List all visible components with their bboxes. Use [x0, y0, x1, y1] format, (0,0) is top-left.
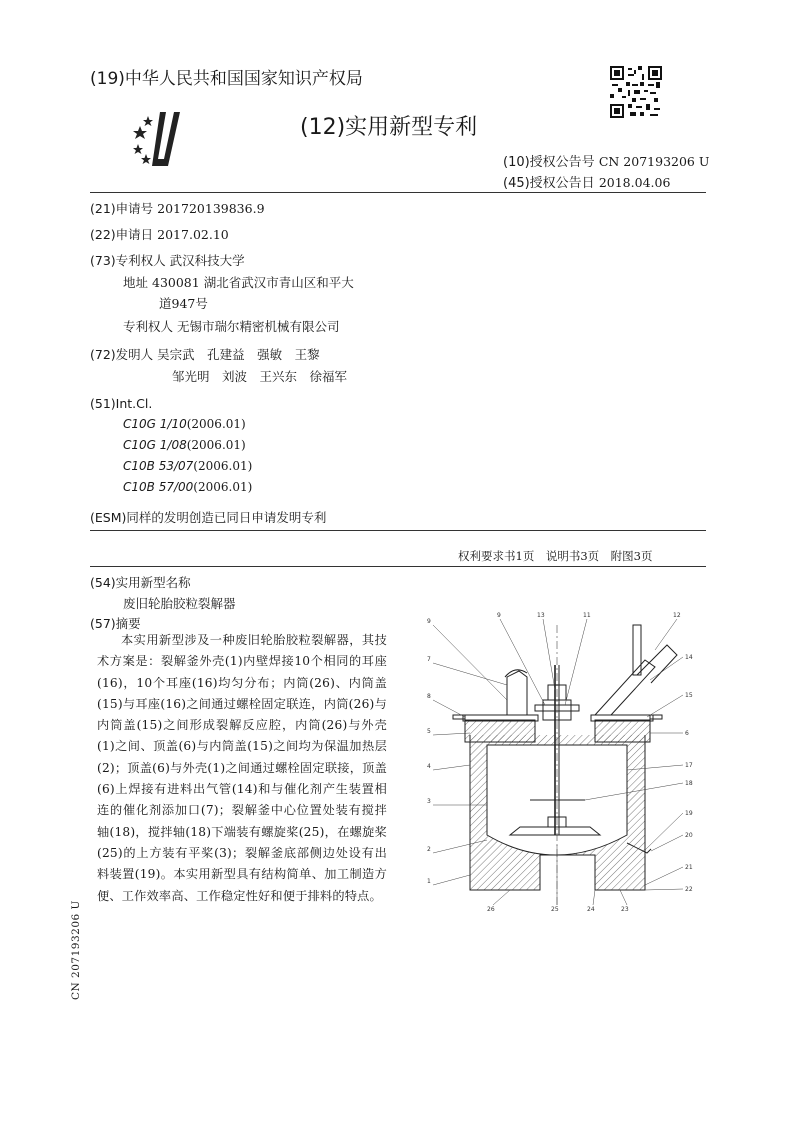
- figure-label: 2: [427, 846, 431, 853]
- address-row: [123, 273, 354, 291]
- figure-label: 21: [685, 864, 693, 871]
- header-divider: [90, 192, 706, 193]
- application-date: 2017.02.10: [157, 227, 229, 242]
- patentee-row: [90, 251, 245, 269]
- utility-model-title: 废旧轮胎胶粒裂解器: [123, 596, 236, 611]
- address-label: 地址: [123, 275, 149, 290]
- pub-number: CN 207193206 U: [598, 154, 710, 169]
- figure-label: 14: [685, 654, 693, 661]
- title-label: (54)实用新型名称: [90, 575, 191, 590]
- figure-label: 17: [685, 762, 693, 769]
- patent-type: (12)实用新型专利: [300, 115, 478, 140]
- figure-label: 23: [621, 906, 629, 913]
- application-number: 201720139836.9: [157, 201, 265, 216]
- pages-divider: [90, 566, 706, 567]
- figure-label: 12: [673, 612, 681, 619]
- qr-code-icon: [610, 66, 662, 118]
- patentee2-label: 专利权人: [123, 319, 174, 334]
- patentee2: 无锡市瑞尔精密机械有限公司: [177, 319, 340, 334]
- figure-label: 20: [685, 832, 693, 839]
- figure-label: 1: [427, 878, 431, 885]
- patentee2-row: [123, 317, 340, 335]
- figure-label: 5: [427, 728, 431, 735]
- int-cl-label: (51)Int.Cl.: [90, 396, 153, 411]
- ipc-entry: C10B 53/07(2006.01): [123, 459, 253, 473]
- esm-note: (ESM)同样的发明创造已同日申请发明专利: [90, 510, 327, 525]
- pub-number-row: [503, 151, 709, 170]
- application-date-row: [90, 225, 229, 243]
- figure-label: 15: [685, 692, 693, 699]
- abstract-text: 本实用新型涉及一种废旧轮胎胶粒裂解器，其技术方案是：裂解釜外壳(1)内壁焊接10个相同的耳座(16)，10个耳座(16)均匀分布；内筒(26)、内筒盖(15)与耳座(16)之间通过螺栓固定联连，内筒(26)与内筒盖(15)之间形成裂解反应腔，内筒(26)与外壳(1)之间、顶盖(6)与内筒盖(15)之间均为保温加热层(2)；顶盖(6)与外壳(1)之间通过螺栓固定联接，顶盖(6)上焊接有进料出气管(14)和与催化剂产生装置相连的催化剂添加口(7)；裂解釜中心位置处装有搅拌轴(18)，搅拌轴(18)下端装有螺旋桨(25)，在螺旋桨(25)的上方装有平桨(3)；裂解釜底部侧边处设有出料装置(19)。本实用新型具有结构简单、加工制造方便、工作效率高、工作稳定性好和便于排料的特点。: [97, 633, 387, 903]
- figure-label: 7: [427, 656, 431, 663]
- patentee-label: (73)专利权人: [90, 253, 166, 268]
- figure-label: 4: [427, 763, 431, 770]
- figure-label: 3: [427, 798, 431, 805]
- figure-label: 11: [583, 612, 591, 619]
- technical-drawing: [415, 605, 705, 915]
- application-number-label: (21)申请号: [90, 201, 154, 216]
- patentee: 武汉科技大学: [169, 253, 245, 268]
- page-count-info: 权利要求书1页 说明书3页 附图3页: [458, 549, 653, 563]
- pub-date-row: [503, 172, 670, 191]
- side-publication-number: CN 207193206 U: [70, 900, 82, 1000]
- figure-label: 18: [685, 780, 693, 787]
- figure-label: 8: [427, 693, 431, 700]
- abstract-label: (57)摘要: [90, 616, 141, 631]
- figure-label: 24: [587, 906, 595, 913]
- figure-label: 9: [497, 612, 501, 619]
- ipc-entry: C10B 57/00(2006.01): [123, 480, 253, 494]
- application-number-row: [90, 199, 265, 217]
- office-name: (19)中华人民共和国国家知识产权局: [90, 69, 363, 89]
- pub-date: 2018.04.06: [598, 175, 671, 190]
- ipc-entry: C10G 1/08(2006.01): [123, 438, 246, 452]
- biblio-divider: [90, 530, 706, 531]
- address-line2: 道947号: [159, 296, 208, 311]
- figure-label: 22: [685, 886, 693, 893]
- application-date-label: (22)申请日: [90, 227, 154, 242]
- pub-date-label: (45)授权公告日: [503, 176, 595, 191]
- figure-label: 9: [427, 618, 431, 625]
- ipc-entry: C10G 1/10(2006.01): [123, 417, 246, 431]
- figure-label: 19: [685, 810, 693, 817]
- pub-number-label: (10)授权公告号: [503, 155, 595, 170]
- address-line1: 430081 湖北省武汉市青山区和平大: [152, 275, 354, 290]
- figure-label: 25: [551, 906, 559, 913]
- inventors-line1: 吴宗武 孔建益 强敏 王黎: [157, 347, 320, 362]
- inventors-label: (72)发明人: [90, 347, 154, 362]
- figure-label: 6: [685, 730, 689, 737]
- figure-label: 13: [537, 612, 545, 619]
- cnipa-logo-icon: [130, 104, 200, 174]
- figure-label: 26: [487, 906, 495, 913]
- inventors-row: [90, 345, 320, 363]
- inventors-line2: 邹光明 刘波 王兴东 徐福军: [172, 369, 348, 384]
